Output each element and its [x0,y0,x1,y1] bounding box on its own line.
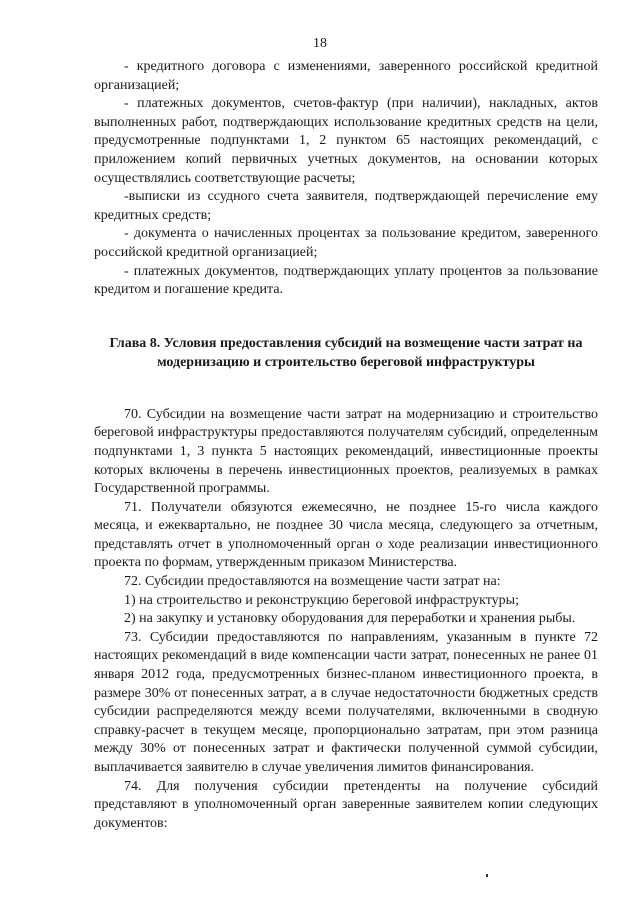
list-item: - документа о начисленных процентах за пользование кредитом, заверенного российской кредитной организацией; [94,226,598,260]
paragraph-72-item-1: 1) на строительство и реконструкцию береговой инфраструктуры; [124,592,519,608]
paragraph-71: 71. Получатели обязуются ежемесячно, не позднее 15-го числа каждого месяца, и ежеквартально, не позднее 30 числа месяца, следующего за отчетным, представлять отчет в уполномоченный орган о ходе реализации инвестиционного проекта по формам, утвержденным приказом Министерства. [94,499,598,571]
list-item: - платежных документов, подтверждающих уплату процентов за пользование кредитом и погашение кредита. [94,263,598,298]
list-item: - кредитного договора с изменениями, заверенного российской кредитной организацией; [94,59,598,93]
list-item: -выписки из ссудного счета заявителя, подтверждающей перечисление ему кредитных средств; [94,189,598,223]
list-item: - платежных документов, счетов-фактур (при наличии), накладных, актов выполненных работ, подтверждающих использование кредитных средств на цели, предусмотренные подпунктами 1, 2 пунктом 65 настоящих рекомендаций, с приложением копий первичных учетных документов, на основании которых осуществлялись соответствующие расчеты; [94,96,598,186]
paragraph-73: 73. Субсидии предоставляются по направлениям, указанным в пункте 72 настоящих рекомендаций в виде компенсации части затрат, понесенных не ранее 01 января 2012 года, предусмотренных бизнес-планом инвестиционного проекта, в размере 30% от понесенных затрат, а в случае недостаточности бюджетных средств субсидии распределяются между всеми получателями, включенными в сводную справку-расчет в текущем месяце, пропорционально затратам, при этом разница между 30% от понесенных затрат и фактически полученной суммой субсидии, выплачивается заявителю в случае увеличения лимитов финансирования. [94,629,598,775]
paragraph-72-item-2: 2) на закупку и установку оборудования для переработки и хранения рыбы. [124,611,576,627]
document-body [94,58,598,833]
paragraph-70: 70. Субсидии на возмещение части затрат на модернизацию и строительство береговой инфраструктуры предоставляются получателям субсидий, определенным подпунктами 1, 3 пункта 5 настоящих рекомендаций, инвестиционные проекты которых включены в перечень инвестиционных проектов, реализуемых в рамках Государственной программы. [94,406,598,497]
page-number: 18 [313,36,327,51]
paragraph-74: 74. Для получения субсидии претенденты на получение субсидий представляют в уполномоченный орган заверенные заявителем копии следующих документов: [94,778,598,831]
scan-speck [486,874,488,877]
paragraph-72: 72. Субсидии предоставляются на возмещение части затрат на: [124,574,501,590]
chapter-heading: Глава 8. Условия предоставления субсидий на возмещение части затрат на модернизацию и строительство береговой инфраструктуры [109,335,583,370]
